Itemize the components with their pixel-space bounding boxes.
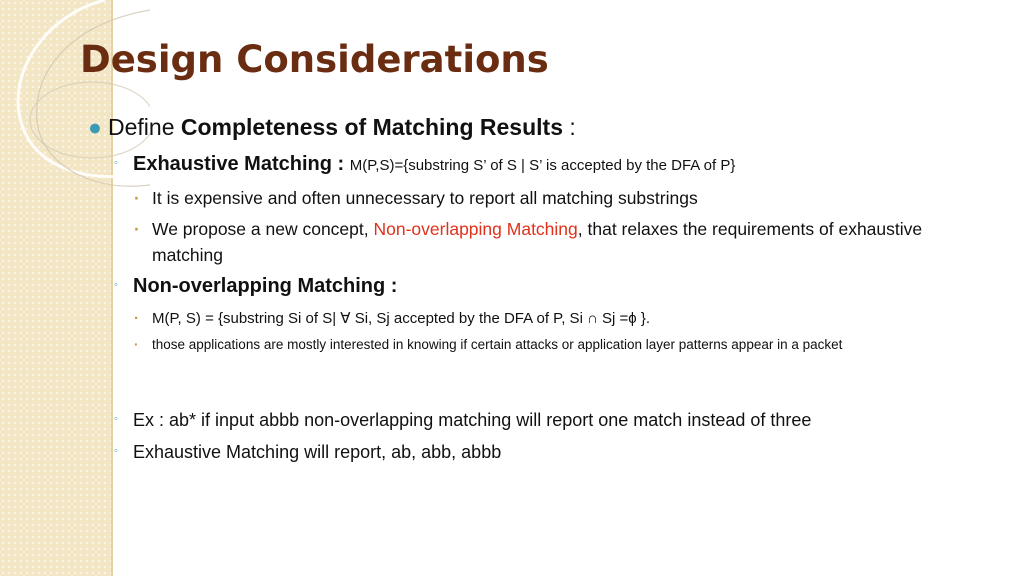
define-prefix: Define [108, 114, 181, 140]
example-item [114, 410, 811, 431]
example-text: Exhaustive Matching will report, ab, abb, abbb [133, 442, 502, 462]
example-item [114, 442, 501, 463]
nonoverlap-item-text: M(P, S) = {substring Si of S| ∀ Si, Sj accepted by the DFA of P, Si ∩ Sj =ϕ }. [152, 310, 651, 327]
slide-title: Design Considerations [80, 38, 549, 81]
exhaustive-colon: : [331, 153, 350, 175]
exhaustive-heading [114, 153, 735, 176]
nonoverlap-colon: : [385, 275, 398, 297]
nonoverlap-item [134, 308, 934, 329]
proposal-after: , that relaxes the requirements of exhaustive matching [152, 219, 923, 265]
proposal-highlight: Non-overlapping Matching [373, 219, 578, 239]
exhaustive-item [134, 185, 934, 211]
define-bullet [88, 114, 576, 141]
nonoverlap-item-text: those applications are mostly interested in knowing if certain attacks or application layer patterns appear in a packet [152, 337, 843, 352]
example-text: Ex : ab* if input abbb non-overlapping matching will report one match instead of three [133, 410, 812, 430]
exhaustive-item-text: It is expensive and often unnecessary to report all matching substrings [152, 188, 698, 208]
square-bullet: · [134, 219, 140, 239]
define-bold: Completeness of Matching Results [180, 114, 563, 140]
proposal-item [134, 216, 934, 268]
define-suffix: : [563, 114, 576, 140]
ring-bullet: ◦ [114, 279, 118, 291]
proposal-before: We propose a new concept, [152, 219, 374, 239]
proposal-text [152, 216, 934, 268]
bullet-dot: ● [88, 114, 102, 140]
ring-bullet: ◦ [114, 445, 118, 457]
ring-bullet: ◦ [114, 413, 118, 425]
square-bullet: · [134, 310, 139, 327]
nonoverlap-heading [114, 275, 397, 298]
ring-bullet: ◦ [114, 157, 118, 169]
exhaustive-head: Exhaustive Matching [133, 153, 332, 175]
nonoverlap-item [134, 335, 934, 355]
nonoverlap-head: Non-overlapping Matching [133, 275, 386, 297]
square-bullet: · [134, 188, 140, 208]
square-bullet: · [134, 337, 139, 352]
exhaustive-definition: M(P,S)={substring S’ of S | S’ is accepted by the DFA of P} [349, 157, 736, 174]
